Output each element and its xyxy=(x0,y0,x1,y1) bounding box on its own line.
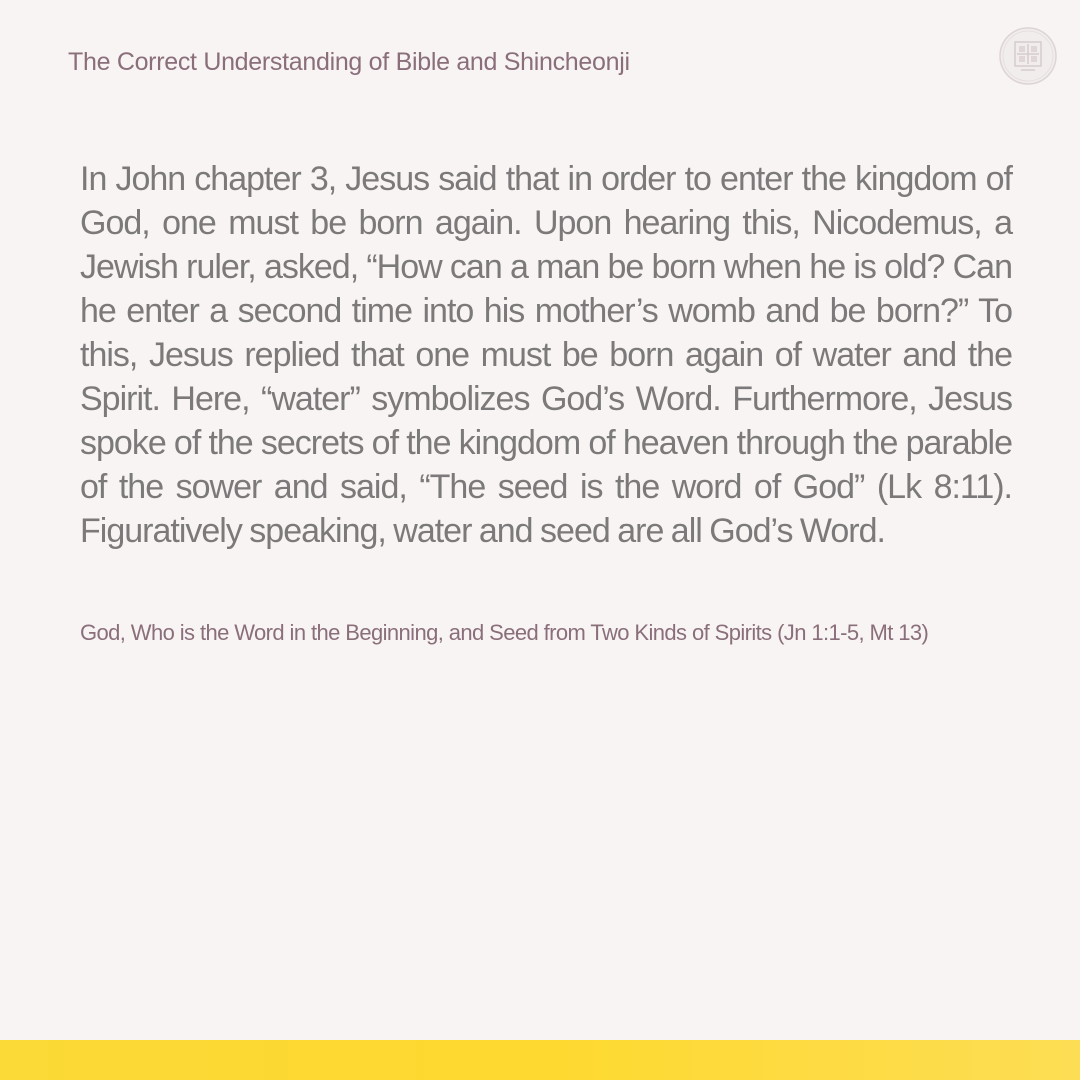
header-title: The Correct Understanding of Bible and Shincheonji xyxy=(68,48,630,76)
body-paragraph: In John chapter 3, Jesus said that in order to enter the kingdom of God, one must be born again. Upon hearing this, Nicodemus, a Jewish ruler, asked, “How can a man be born when he is old? Can he enter a second time into his mother’s womb and be born?” To this, Jesus replied that one must be born again of water and the Spirit. Here, “water” symbolizes God’s Word. Furthermore, Jesus spoke of the secrets of the kingdom of heaven through the parable of the sower and said, “The seed is the word of God” (Lk 8:11). Figuratively speaking, water and seed are all God’s Word. xyxy=(80,160,1012,550)
source-reference: God, Who is the Word in the Beginning, and Seed from Two Kinds of Spirits (Jn 1:1-5, Mt 13) xyxy=(80,620,929,645)
bottom-accent-bar xyxy=(0,1040,1080,1080)
shincheonji-emblem-icon xyxy=(999,27,1057,85)
